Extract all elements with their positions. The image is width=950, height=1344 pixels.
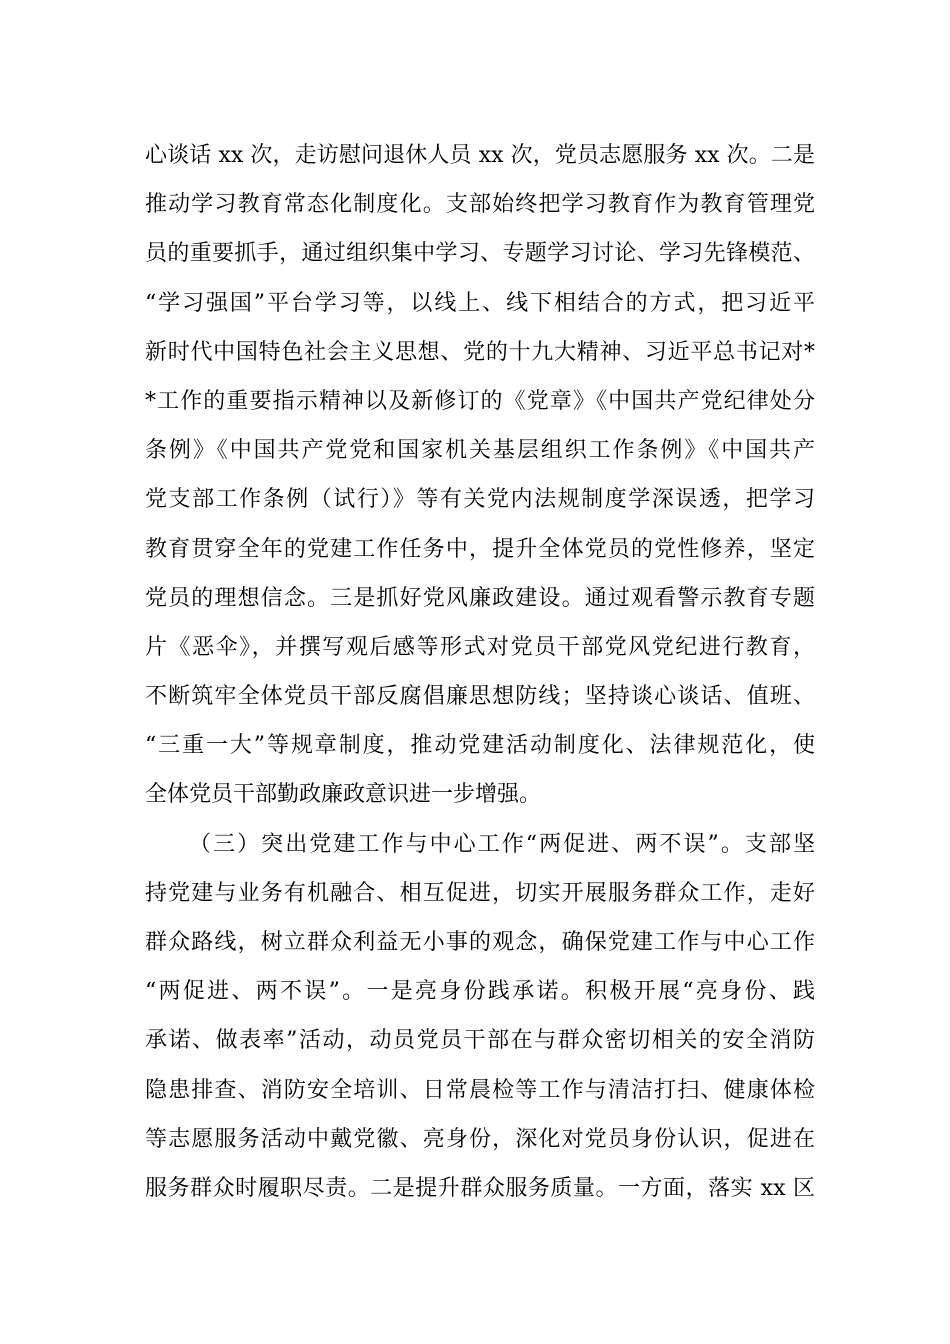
text-line: 教育贯穿全年的党建工作任务中，提升全体党员的党性修养，坚定 [145,536,815,562]
text-line: “学习强国”平台学习等，以线上、线下相结合的方式，把习近平 [145,290,815,316]
text-line: 群众路线，树立群众利益无小事的观念，确保党建工作与中心工作 [145,930,815,955]
text-line: 等志愿服务活动中戴党徽、亮身份，深化对党员身份认识，促进在 [145,1126,815,1152]
text-line: 服务群众时履职尽责。二是提升群众服务质量。一方面，落实 xx 区 [145,1175,815,1201]
text-line: *工作的重要指示精神以及新修订的《党章》《中国共产党纪律处分 [145,388,815,414]
text-line: “三重一大”等规章制度，推动党建活动制度化、法律规范化，使 [145,733,815,759]
text-line: 党支部工作条例（试行）》等有关党内法规制度学深误透，把学习 [145,487,815,513]
text-line: 员的重要抓手，通过组织集中学习、专题学习讨论、学习先锋模范、 [145,241,815,267]
text-line: 党员的理想信念。三是抓好党风廉政建设。通过观看警示教育专题 [145,585,815,611]
paragraph-end-line: 全体党员干部勤政廉政意识进一步增强。 [145,782,542,808]
section-heading-line: （三）突出党建工作与中心工作“两促进、两不误”。支部坚 [189,831,815,857]
text-line: 不断筑牢全体党员干部反腐倡廉思想防线；坚持谈心谈话、值班、 [145,684,815,710]
text-line: 片《恶伞》，并撰写观后感等形式对党员干部党风党纪进行教育， [145,634,815,660]
text-line: 持党建与业务有机融合、相互促进，切实开展服务群众工作，走好 [145,880,815,906]
text-line: 承诺、做表率”活动，动员党员干部在与群众密切相关的安全消防 [145,1028,815,1054]
text-line: 心谈话 xx 次，走访慰问退休人员 xx 次，党员志愿服务 xx 次。二是 [145,143,815,168]
text-line: 新时代中国特色社会主义思想、党的十九大精神、习近平总书记对* [145,339,815,365]
text-line: 推动学习教育常态化制度化。支部始终把学习教育作为教育管理党 [145,192,815,218]
text-line: 条例》《中国共产党党和国家机关基层组织工作条例》《中国共产 [145,438,815,464]
text-line: “两促进、两不误”。一是亮身份践承诺。积极开展“亮身份、践 [145,979,815,1005]
body-text [145,131,815,1213]
text-line: 隐患排查、消防安全培训、日常晨检等工作与清洁打扫、健康体检 [145,1077,815,1103]
